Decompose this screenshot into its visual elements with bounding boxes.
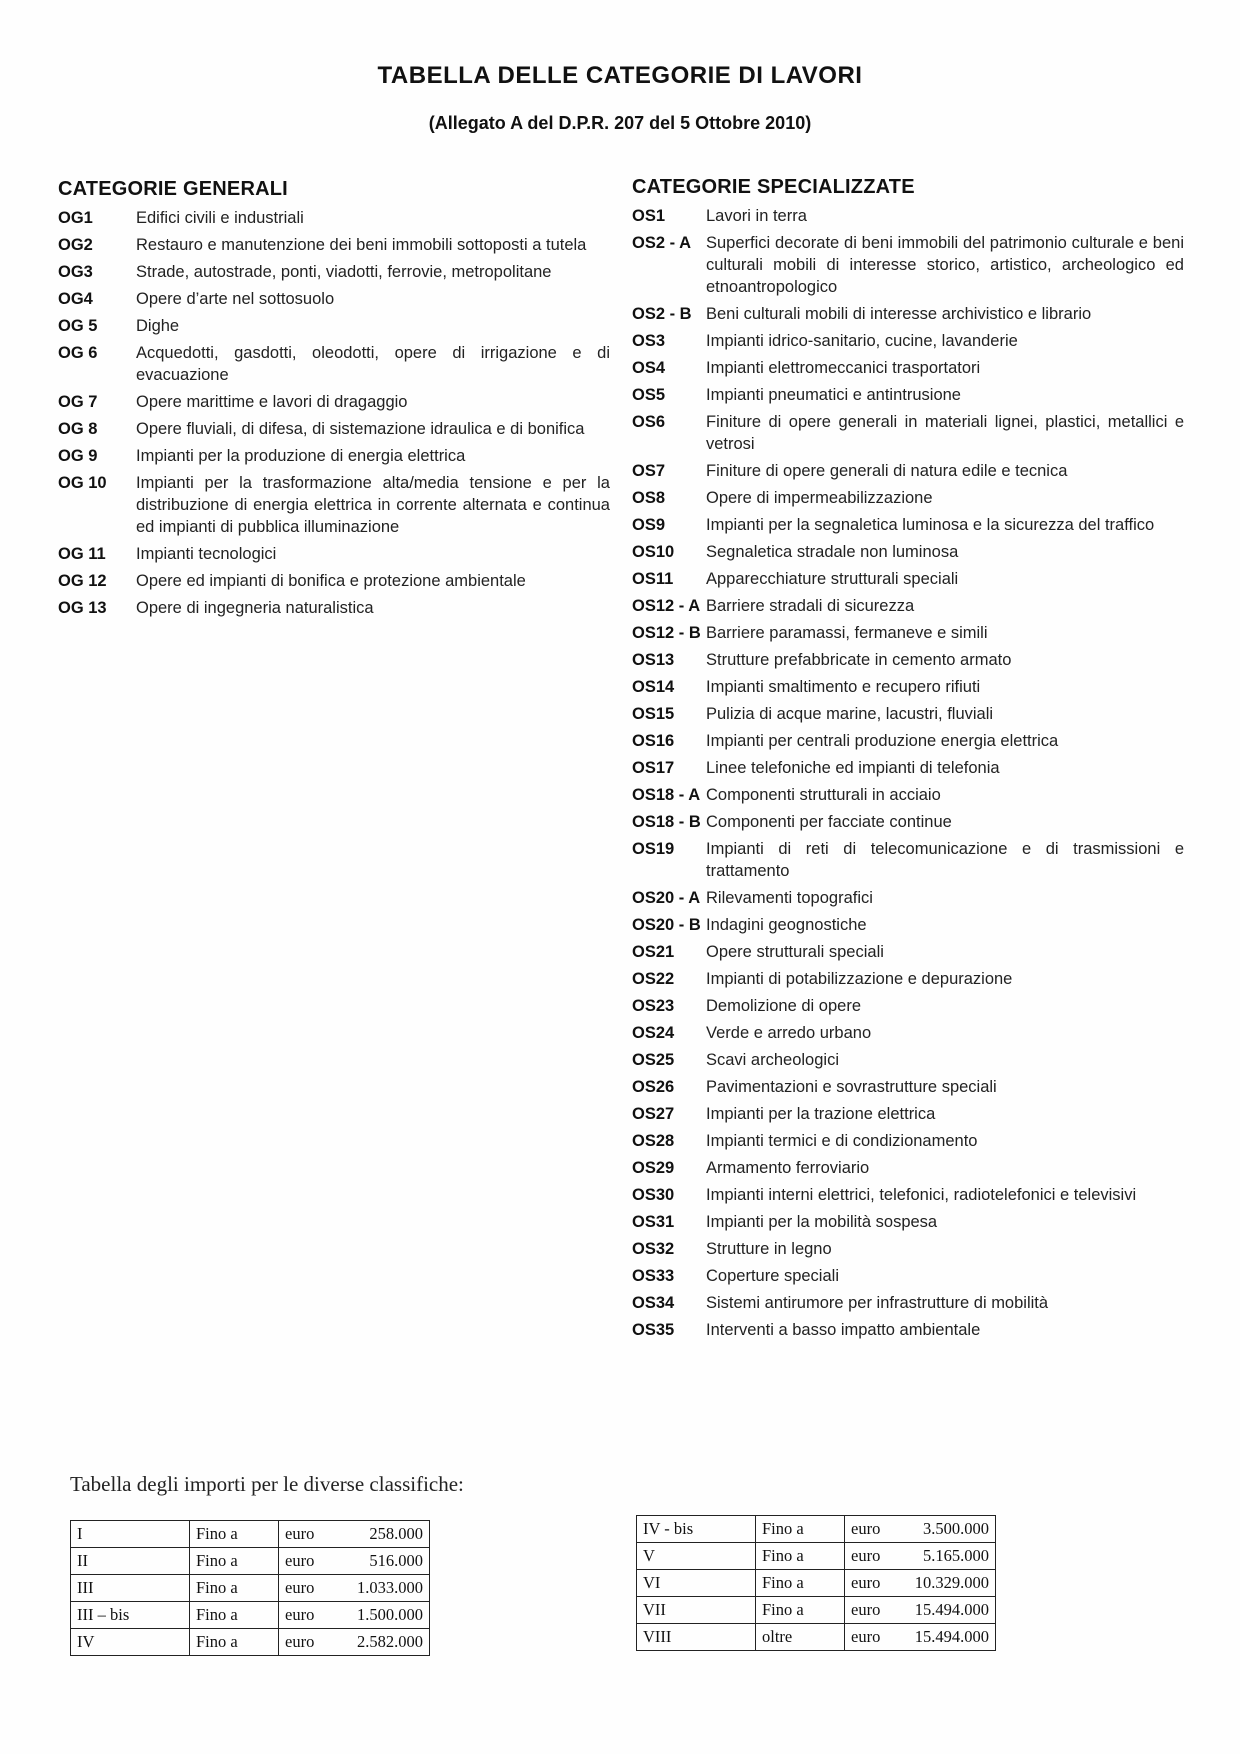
categoria-specializzata-item [632, 384, 1184, 406]
categoria-generale-item [58, 418, 610, 440]
categoria-specializzata-code: OS11 [632, 570, 674, 588]
table-row [637, 1597, 996, 1624]
limite-cell: Fino a [190, 1575, 279, 1602]
categoria-specializzata-item [632, 1157, 1184, 1179]
categoria-generale-code: OG2 [58, 236, 93, 254]
categoria-specializzata-description: Pavimentazioni e sovrastrutture speciali [706, 1078, 997, 1096]
valuta-cell: euro [845, 1570, 904, 1597]
categoria-specializzata-item [632, 1130, 1184, 1152]
importo-cell: 15.494.000 [903, 1597, 996, 1624]
categoria-specializzata-code: OS21 [632, 943, 675, 961]
categoria-specializzata-code: OS34 [632, 1294, 675, 1312]
categoria-specializzata-code: OS13 [632, 651, 675, 669]
table-row [71, 1602, 430, 1629]
importo-cell: 258.000 [337, 1521, 430, 1548]
importi-caption: Tabella degli importi per le diverse classifiche: [70, 1472, 464, 1496]
valuta-cell: euro [845, 1597, 904, 1624]
categoria-specializzata-item [632, 1076, 1184, 1098]
categoria-generale-code: OG 7 [58, 393, 98, 411]
categoria-generale-item [58, 472, 610, 538]
categorie-specializzate-section [632, 176, 1184, 1346]
valuta-cell: euro [279, 1521, 338, 1548]
categoria-specializzata-description: Scavi archeologici [706, 1051, 839, 1069]
page-subtitle: (Allegato A del D.P.R. 207 del 5 Ottobre 2010) [428, 113, 812, 133]
classifica-cell: VII [637, 1597, 756, 1624]
categoria-specializzata-item [632, 1319, 1184, 1341]
limite-cell: Fino a [190, 1602, 279, 1629]
categoria-generale-code: OG 12 [58, 572, 107, 590]
valuta-cell: euro [845, 1516, 904, 1543]
categoria-specializzata-description: Strutture in legno [706, 1240, 832, 1258]
classifica-cell: I [71, 1521, 190, 1548]
categoria-specializzata-code: OS15 [632, 705, 675, 723]
categoria-generale-item [58, 207, 610, 229]
categoria-specializzata-item [632, 622, 1184, 644]
table-row [637, 1543, 996, 1570]
categoria-specializzata-item [632, 914, 1184, 936]
categoria-generale-description: Opere ed impianti di bonifica e protezione ambientale [136, 572, 526, 590]
valuta-cell: euro [845, 1624, 904, 1651]
categoria-generale-description: Impianti per la trasformazione alta/media tensione e per la distribuzione di energia elettrica in corrente alternata e continua ed impianti di pubblica illuminazione [136, 474, 610, 536]
categorie-generali-section [58, 178, 610, 624]
importo-cell: 2.582.000 [337, 1629, 430, 1656]
categoria-specializzata-description: Demolizione di opere [706, 997, 862, 1015]
categoria-specializzata-description: Beni culturali mobili di interesse archivistico e librario [706, 305, 1092, 323]
categoria-generale-code: OG3 [58, 263, 93, 281]
table-row [71, 1629, 430, 1656]
categoria-specializzata-description: Componenti per facciate continue [706, 813, 952, 831]
table-row [637, 1516, 996, 1543]
categoria-specializzata-description: Impianti interni elettrici, telefonici, radiotelefonici e televisivi [706, 1186, 1137, 1204]
categoria-generale-description: Edifici civili e industriali [136, 209, 304, 227]
categoria-specializzata-code: OS3 [632, 332, 666, 350]
categoria-specializzata-description: Impianti smaltimento e recupero rifiuti [706, 678, 981, 696]
categorie-specializzate-heading: CATEGORIE SPECIALIZZATE [632, 176, 915, 198]
categoria-specializzata-item [632, 232, 1184, 298]
categoria-specializzata-code: OS32 [632, 1240, 675, 1258]
categoria-generale-code: OG 11 [58, 545, 106, 563]
categoria-specializzata-item [632, 330, 1184, 352]
importi-table-right [636, 1515, 996, 1651]
categoria-specializzata-code: OS14 [632, 678, 675, 696]
valuta-cell: euro [279, 1548, 338, 1575]
categoria-specializzata-code: OS20 - B [632, 916, 701, 934]
categoria-specializzata-description: Impianti di potabilizzazione e depurazione [706, 970, 1013, 988]
categoria-specializzata-code: OS23 [632, 997, 675, 1015]
categoria-specializzata-code: OS25 [632, 1051, 675, 1069]
categoria-generale-code: OG 9 [58, 447, 98, 465]
categoria-generale-code: OG 13 [58, 599, 107, 617]
categoria-specializzata-description: Coperture speciali [706, 1267, 839, 1285]
categoria-specializzata-item [632, 968, 1184, 990]
page-title: TABELLA DELLE CATEGORIE DI LAVORI [377, 62, 863, 89]
categoria-specializzata-item [632, 303, 1184, 325]
categoria-specializzata-code: OS8 [632, 489, 666, 507]
categoria-generale-description: Opere marittime e lavori di dragaggio [136, 393, 408, 411]
table-row [637, 1624, 996, 1651]
categoria-specializzata-item [632, 357, 1184, 379]
categoria-specializzata-code: OS12 - B [632, 624, 701, 642]
categoria-specializzata-item [632, 514, 1184, 536]
categoria-specializzata-item [632, 411, 1184, 455]
importo-cell: 15.494.000 [903, 1624, 996, 1651]
categoria-specializzata-item [632, 730, 1184, 752]
categoria-specializzata-item [632, 676, 1184, 698]
categoria-specializzata-code: OS6 [632, 413, 666, 431]
categoria-specializzata-description: Impianti idrico-sanitario, cucine, lavanderie [706, 332, 1018, 350]
categoria-specializzata-description: Lavori in terra [706, 207, 807, 225]
categoria-specializzata-item [632, 995, 1184, 1017]
categoria-specializzata-item [632, 941, 1184, 963]
categoria-generale-description: Impianti per la produzione di energia elettrica [136, 447, 466, 465]
categoria-specializzata-item [632, 205, 1184, 227]
categoria-generale-description: Opere d’arte nel sottosuolo [136, 290, 335, 308]
categoria-specializzata-item [632, 1022, 1184, 1044]
categoria-specializzata-code: OS29 [632, 1159, 675, 1177]
table-row [637, 1570, 996, 1597]
categoria-specializzata-description: Superfici decorate di beni immobili del patrimonio culturale e beni culturali mobili di interesse storico, artistico, archeologico ed etnoantropologico [706, 234, 1184, 296]
importo-cell: 10.329.000 [903, 1570, 996, 1597]
limite-cell: Fino a [190, 1548, 279, 1575]
categoria-specializzata-code: OS7 [632, 462, 666, 480]
classifica-cell: VIII [637, 1624, 756, 1651]
categoria-generale-code: OG 8 [58, 420, 98, 438]
categoria-generale-item [58, 391, 610, 413]
categoria-generale-item [58, 315, 610, 337]
categoria-specializzata-item [632, 541, 1184, 563]
categoria-specializzata-code: OS9 [632, 516, 666, 534]
categoria-specializzata-item [632, 757, 1184, 779]
categoria-specializzata-code: OS35 [632, 1321, 675, 1339]
categoria-specializzata-description: Impianti pneumatici e antintrusione [706, 386, 961, 404]
categoria-specializzata-code: OS12 - A [632, 597, 701, 615]
categoria-specializzata-item [632, 1049, 1184, 1071]
categoria-generale-code: OG 10 [58, 474, 107, 492]
categoria-generale-description: Restauro e manutenzione dei beni immobili sottoposti a tutela [136, 236, 587, 254]
categoria-specializzata-code: OS1 [632, 207, 666, 225]
categoria-specializzata-item [632, 460, 1184, 482]
categoria-specializzata-description: Linee telefoniche ed impianti di telefonia [706, 759, 1000, 777]
categoria-specializzata-description: Opere strutturali speciali [706, 943, 884, 961]
categoria-specializzata-code: OS19 [632, 840, 675, 858]
categoria-generale-item [58, 288, 610, 310]
categoria-specializzata-item [632, 887, 1184, 909]
categoria-specializzata-item [632, 784, 1184, 806]
categoria-specializzata-description: Armamento ferroviario [706, 1159, 870, 1177]
categorie-generali-list [58, 207, 610, 619]
categoria-generale-code: OG 5 [58, 317, 98, 335]
categoria-specializzata-code: OS17 [632, 759, 675, 777]
categoria-specializzata-item [632, 811, 1184, 833]
importo-cell: 1.033.000 [337, 1575, 430, 1602]
categoria-generale-item [58, 570, 610, 592]
categoria-specializzata-description: Barriere stradali di sicurezza [706, 597, 915, 615]
categoria-specializzata-item [632, 568, 1184, 590]
categoria-specializzata-code: OS2 - B [632, 305, 692, 323]
categoria-specializzata-description: Impianti per centrali produzione energia elettrica [706, 732, 1059, 750]
importo-cell: 516.000 [337, 1548, 430, 1575]
limite-cell: oltre [756, 1624, 845, 1651]
classifica-cell: V [637, 1543, 756, 1570]
categoria-specializzata-item [632, 703, 1184, 725]
categoria-specializzata-description: Opere di impermeabilizzazione [706, 489, 933, 507]
categoria-generale-description: Strade, autostrade, ponti, viadotti, ferrovie, metropolitane [136, 263, 552, 281]
categoria-specializzata-description: Interventi a basso impatto ambientale [706, 1321, 981, 1339]
categorie-specializzate-list [632, 205, 1184, 1341]
categoria-generale-description: Impianti tecnologici [136, 545, 277, 563]
categoria-specializzata-description: Verde e arredo urbano [706, 1024, 872, 1042]
table-row [71, 1521, 430, 1548]
categoria-specializzata-item [632, 1238, 1184, 1260]
limite-cell: Fino a [756, 1543, 845, 1570]
table-row [71, 1575, 430, 1602]
categoria-generale-description: Opere fluviali, di difesa, di sistemazione idraulica e di bonifica [136, 420, 585, 438]
limite-cell: Fino a [190, 1521, 279, 1548]
categoria-specializzata-item [632, 487, 1184, 509]
categoria-specializzata-code: OS33 [632, 1267, 675, 1285]
categoria-specializzata-code: OS5 [632, 386, 666, 404]
categoria-generale-description: Dighe [136, 317, 180, 335]
valuta-cell: euro [279, 1629, 338, 1656]
categoria-specializzata-code: OS18 - A [632, 786, 701, 804]
categoria-generale-code: OG4 [58, 290, 93, 308]
importi-table-left [70, 1520, 430, 1656]
categoria-specializzata-item [632, 1265, 1184, 1287]
categoria-specializzata-code: OS24 [632, 1024, 675, 1042]
categoria-specializzata-item [632, 1103, 1184, 1125]
categoria-generale-code: OG 6 [58, 344, 98, 362]
categoria-specializzata-description: Segnaletica stradale non luminosa [706, 543, 959, 561]
categoria-specializzata-description: Impianti di reti di telecomunicazione e di trasmissioni e trattamento [706, 840, 1184, 880]
categoria-specializzata-code: OS22 [632, 970, 675, 988]
categoria-specializzata-description: Indagini geognostiche [706, 916, 867, 934]
categoria-specializzata-item [632, 1211, 1184, 1233]
categoria-generale-item [58, 445, 610, 467]
valuta-cell: euro [279, 1602, 338, 1629]
categoria-specializzata-description: Finiture di opere generali di natura edile e tecnica [706, 462, 1068, 480]
classifica-cell: VI [637, 1570, 756, 1597]
categoria-specializzata-description: Barriere paramassi, fermaneve e simili [706, 624, 988, 642]
categoria-generale-code: OG1 [58, 209, 93, 227]
importo-cell: 5.165.000 [903, 1543, 996, 1570]
limite-cell: Fino a [756, 1597, 845, 1624]
valuta-cell: euro [279, 1575, 338, 1602]
categoria-specializzata-code: OS16 [632, 732, 675, 750]
categoria-specializzata-item [632, 1292, 1184, 1314]
categoria-specializzata-description: Impianti per la trazione elettrica [706, 1105, 936, 1123]
categoria-specializzata-code: OS18 - B [632, 813, 701, 831]
categoria-specializzata-code: OS27 [632, 1105, 675, 1123]
categoria-specializzata-code: OS31 [632, 1213, 675, 1231]
categoria-specializzata-description: Sistemi antirumore per infrastrutture di mobilità [706, 1294, 1049, 1312]
categoria-specializzata-item [632, 838, 1184, 882]
importo-cell: 3.500.000 [903, 1516, 996, 1543]
categoria-specializzata-description: Impianti per la segnaletica luminosa e la sicurezza del traffico [706, 516, 1155, 534]
categoria-specializzata-code: OS28 [632, 1132, 675, 1150]
categoria-specializzata-description: Apparecchiature strutturali speciali [706, 570, 959, 588]
limite-cell: Fino a [190, 1629, 279, 1656]
categoria-generale-item [58, 342, 610, 386]
categoria-specializzata-item [632, 1184, 1184, 1206]
table-row [71, 1548, 430, 1575]
categoria-specializzata-description: Impianti per la mobilità sospesa [706, 1213, 938, 1231]
categoria-specializzata-description: Impianti elettromeccanici trasportatori [706, 359, 981, 377]
limite-cell: Fino a [756, 1570, 845, 1597]
categoria-generale-item [58, 261, 610, 283]
categoria-generale-item [58, 543, 610, 565]
classifica-cell: II [71, 1548, 190, 1575]
classifica-cell: IV [71, 1629, 190, 1656]
valuta-cell: euro [845, 1543, 904, 1570]
categoria-generale-description: Acquedotti, gasdotti, oleodotti, opere di irrigazione e di evacuazione [136, 344, 610, 384]
categoria-specializzata-code: OS10 [632, 543, 675, 561]
categoria-specializzata-item [632, 649, 1184, 671]
categoria-specializzata-code: OS20 - A [632, 889, 701, 907]
categoria-specializzata-description: Pulizia di acque marine, lacustri, fluviali [706, 705, 994, 723]
categoria-specializzata-item [632, 595, 1184, 617]
categoria-specializzata-description: Componenti strutturali in acciaio [706, 786, 941, 804]
categoria-generale-description: Opere di ingegneria naturalistica [136, 599, 374, 617]
categoria-specializzata-code: OS26 [632, 1078, 675, 1096]
categoria-specializzata-code: OS4 [632, 359, 666, 377]
categorie-generali-heading: CATEGORIE GENERALI [58, 178, 288, 200]
classifica-cell: III [71, 1575, 190, 1602]
categoria-specializzata-description: Finiture di opere generali in materiali lignei, plastici, metallici e vetrosi [706, 413, 1184, 453]
classifica-cell: IV - bis [637, 1516, 756, 1543]
classifica-cell: III – bis [71, 1602, 190, 1629]
categoria-specializzata-code: OS30 [632, 1186, 675, 1204]
importo-cell: 1.500.000 [337, 1602, 430, 1629]
categoria-specializzata-description: Rilevamenti topografici [706, 889, 873, 907]
categoria-specializzata-description: Impianti termici e di condizionamento [706, 1132, 978, 1150]
limite-cell: Fino a [756, 1516, 845, 1543]
categoria-generale-item [58, 597, 610, 619]
categoria-specializzata-description: Strutture prefabbricate in cemento armato [706, 651, 1012, 669]
categoria-specializzata-code: OS2 - A [632, 234, 691, 252]
categoria-generale-item [58, 234, 610, 256]
